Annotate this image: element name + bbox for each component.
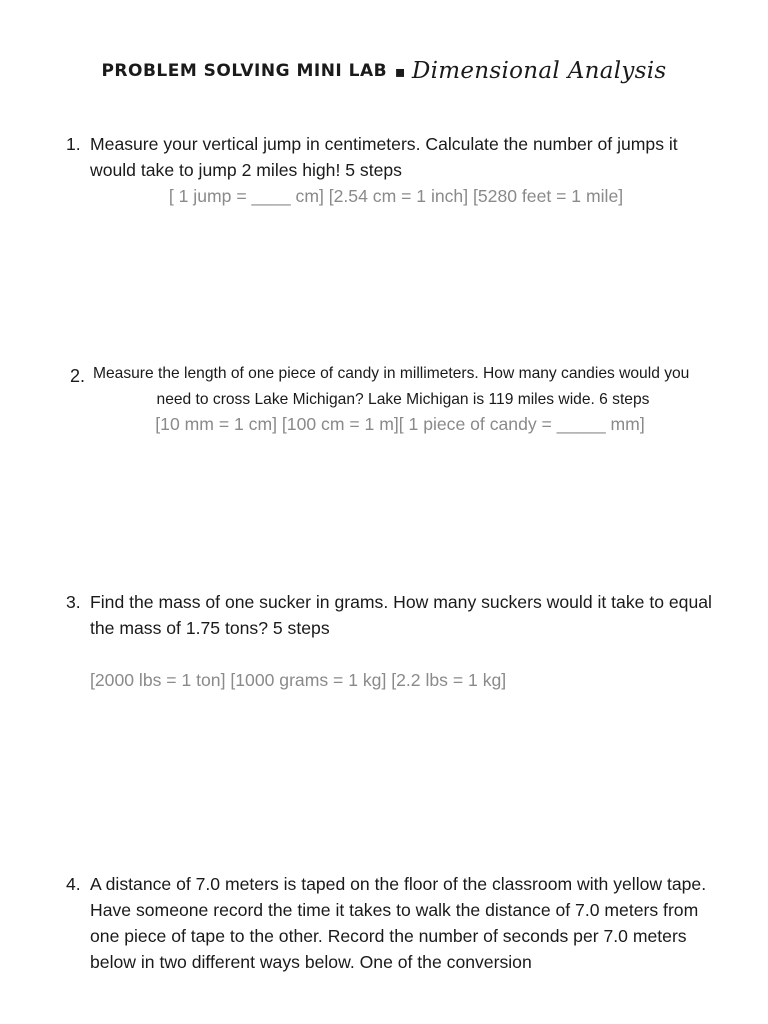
page-title <box>0 58 768 84</box>
conversion-hint: [ 1 jump = ____ cm] [2.54 cm = 1 inch] [5280 feet = 1 mile] <box>168 186 624 206</box>
problem-2 <box>70 363 730 437</box>
problem-number: 2. <box>70 366 86 386</box>
problem-text-line-2: need to cross Lake Michigan? Lake Michigan is 119 miles wide. 6 steps <box>156 391 650 408</box>
problem-text: Measure your vertical jump in centimeters. Calculate the number of jumps it would take to jump 2 miles high! 5 steps <box>90 134 678 180</box>
conversion-hint: [10 mm = 1 cm] [100 cm = 1 m][ 1 piece of candy = _____ mm] <box>155 414 645 434</box>
conversion-hint: [2000 lbs = 1 ton] [1000 grams = 1 kg] [2.2 lbs = 1 kg] <box>90 670 507 690</box>
problem-text: Find the mass of one sucker in grams. How many suckers would it take to equal the mass of 1.75 tons? 5 steps <box>90 592 712 638</box>
title-main: PROBLEM SOLVING MINI LAB <box>101 61 388 81</box>
title-subtitle: Dimensional Analysis <box>411 58 667 84</box>
problem-number: 4. <box>66 874 81 894</box>
title-separator: ▪ <box>394 61 406 81</box>
problem-text-line-1: Measure the length of one piece of candy in millimeters. How many candies would you <box>93 365 690 382</box>
problem-4 <box>66 871 726 975</box>
problem-3 <box>66 589 726 693</box>
problem-1 <box>66 131 726 209</box>
problem-number: 1. <box>66 134 81 154</box>
problem-text: A distance of 7.0 meters is taped on the floor of the classroom with yellow tape. Have someone record the time it takes to walk the distance of 7.0 meters from one piece of tape to the other. Record the number of seconds per 7.0 meters below in two different ways below. One of the conversion <box>90 874 707 972</box>
problem-number: 3. <box>66 592 81 612</box>
